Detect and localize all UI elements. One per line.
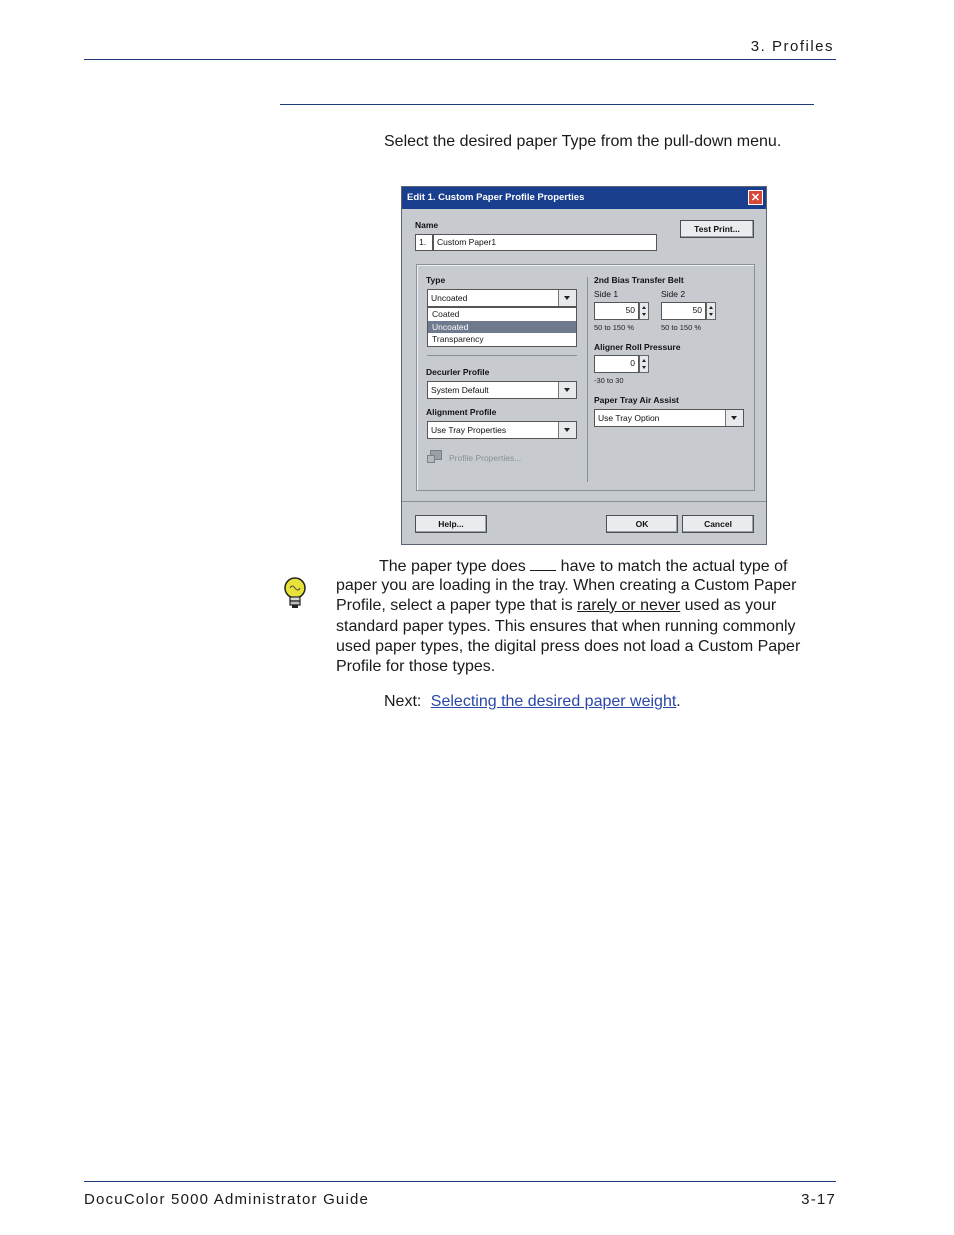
side1-spinner[interactable] (639, 302, 649, 320)
tip-line-3: Profile, select a paper type that is rarely or never used as your (336, 597, 777, 614)
air-assist-label: Paper Tray Air Assist (594, 395, 679, 405)
decurler-label: Decurler Profile (426, 367, 490, 377)
decurler-value: System Default (431, 385, 489, 395)
section-rule (280, 104, 814, 105)
column-divider (587, 277, 588, 482)
footer-title: DocuColor 5000 Administrator Guide (84, 1191, 370, 1208)
intro-text: Select the desired paper Type from the pull-down menu. (384, 133, 782, 150)
test-print-button[interactable]: Test Print... (680, 220, 754, 238)
lightbulb-icon (283, 577, 307, 611)
alignment-value: Use Tray Properties (431, 425, 507, 435)
profile-properties-button[interactable]: Profile Properties... (449, 453, 522, 463)
side2-input[interactable]: 50 (661, 302, 706, 320)
blank-line (530, 556, 556, 571)
side2-spinner[interactable] (706, 302, 716, 320)
name-label: Name (415, 220, 439, 230)
ok-button[interactable]: OK (606, 515, 678, 533)
aligner-roll-label: Aligner Roll Pressure (594, 342, 681, 352)
close-icon[interactable]: ✕ (748, 190, 763, 205)
tip-line-4: standard paper types. This ensures that when running commonly (336, 618, 796, 635)
side1-input[interactable]: 50 (594, 302, 639, 320)
rarely-or-never: rarely or never (577, 597, 681, 614)
aligner-roll-spinner[interactable] (639, 355, 649, 373)
chevron-down-icon[interactable] (725, 410, 743, 426)
footer-rule (84, 1181, 836, 1182)
help-button[interactable]: Help... (415, 515, 487, 533)
tip-line-5: used paper types, the digital press does not load a Custom Paper (336, 638, 801, 655)
tip-line-2: paper you are loading in the tray. When creating a Custom Paper (336, 577, 797, 594)
alignment-select[interactable] (427, 421, 577, 439)
side1-range: 50 to 150 % (594, 323, 635, 332)
cancel-button[interactable]: Cancel (682, 515, 754, 533)
custom-paper-profile-dialog (401, 186, 767, 545)
type-option-coated[interactable]: Coated (432, 309, 460, 319)
type-selected-value: Uncoated (431, 293, 468, 303)
aligner-roll-input[interactable]: 0 (594, 355, 639, 373)
side1-label: Side 1 (594, 289, 619, 299)
page-number: 3-17 (801, 1191, 836, 1208)
chevron-down-icon[interactable] (558, 290, 576, 306)
chevron-down-icon[interactable] (558, 422, 576, 438)
aligner-roll-range: -30 to 30 (594, 376, 624, 385)
header-rule (84, 59, 836, 60)
type-dropdown-list (427, 307, 577, 347)
name-field[interactable]: Custom Paper1 (433, 234, 657, 251)
side2-range: 50 to 150 % (661, 323, 702, 332)
type-select[interactable] (427, 289, 577, 307)
profile-properties-icon (427, 450, 443, 464)
name-number-field: 1. (415, 234, 433, 251)
side2-label: Side 2 (661, 289, 686, 299)
chevron-down-icon[interactable] (558, 382, 576, 398)
chapter-title: 3. Profiles (750, 38, 834, 55)
tip-line-1: The paper type does have to match the actual type of (379, 558, 788, 575)
type-label: Type (426, 275, 446, 285)
air-assist-value: Use Tray Option (598, 413, 660, 423)
type-option-transparency[interactable]: Transparency (432, 334, 484, 344)
next-line: Next: Selecting the desired paper weight. (384, 693, 681, 710)
air-assist-select[interactable] (594, 409, 744, 427)
alignment-label: Alignment Profile (426, 407, 497, 417)
tip-line-6: Profile for those types. (336, 658, 496, 675)
left-separator (427, 355, 577, 356)
bias-transfer-label: 2nd Bias Transfer Belt (594, 275, 684, 285)
dialog-title: Edit 1. Custom Paper Profile Properties (402, 187, 766, 209)
decurler-select[interactable] (427, 381, 577, 399)
next-link[interactable]: Selecting the desired paper weight (430, 693, 677, 710)
type-option-uncoated[interactable]: Uncoated (428, 321, 576, 334)
footer-separator (402, 501, 766, 502)
